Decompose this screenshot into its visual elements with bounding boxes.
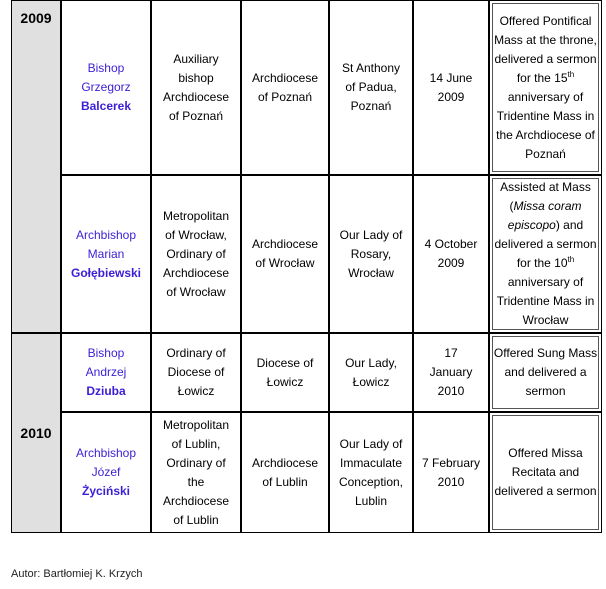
- person-title[interactable]: Bishop: [87, 61, 125, 75]
- person-last-name[interactable]: Balcerek: [80, 99, 132, 113]
- person-last-name[interactable]: Życiński: [81, 484, 131, 498]
- diocese-text: Archdiocese of Wrocław: [251, 237, 319, 270]
- note-text: Offered Pontifical Mass at the throne, delivered a sermon for the 15th anniversary of Tridentine Mass in the Archdiocese of Poznań: [494, 13, 597, 161]
- year-cell-2009: [11, 0, 61, 333]
- position-text: Metropolitan of Lublin, Ordinary of the Archdiocese of Lublin: [162, 417, 230, 527]
- church-text: St Anthony of Padua, Poznań: [341, 61, 401, 113]
- person-title[interactable]: Archbishop: [75, 227, 137, 242]
- date-cell: [413, 175, 489, 333]
- note-box: [492, 178, 599, 330]
- diocese-text: Archdiocese of Poznań: [251, 70, 319, 104]
- diocese-cell: [241, 412, 329, 533]
- church-text: Our Lady, Łowicz: [345, 355, 397, 389]
- person-cell: [61, 412, 151, 533]
- note-cell: [489, 333, 602, 412]
- author-credit: Autor: Bartłomiej K. Krzych: [11, 568, 143, 580]
- person-cell: [61, 175, 151, 333]
- note-text: Assisted at Mass (Missa coram episcopo) and delivered a sermon for the 10th anniversary of Tridentine Mass in Wrocław: [494, 180, 597, 327]
- person-cell: [61, 0, 151, 175]
- date-text: 7 February 2010: [421, 455, 481, 489]
- person-first-name[interactable]: Andrzej: [85, 365, 127, 379]
- date-text: 14 June 2009: [429, 70, 473, 104]
- position-text: Metropolitan of Wrocław, Ordinary of Archdiocese of Wrocław: [162, 208, 230, 299]
- person-first-name[interactable]: Józef: [91, 465, 121, 479]
- church-cell: [329, 333, 413, 412]
- date-text: 17 January 2010: [429, 346, 473, 398]
- note-box: [492, 336, 599, 409]
- diocese-text: Diocese of Łowicz: [256, 355, 314, 389]
- note-cell: [489, 412, 602, 533]
- year-label: 2010: [20, 424, 52, 441]
- position-cell: [151, 175, 241, 333]
- note-cell: [489, 0, 602, 175]
- person-cell: [61, 333, 151, 412]
- church-text: Our Lady of Rosary, Wrocław: [339, 227, 403, 280]
- date-cell: [413, 412, 489, 533]
- date-text: 4 October 2009: [424, 237, 478, 270]
- person-first-name[interactable]: Grzegorz: [81, 80, 131, 94]
- note-box: [492, 415, 599, 530]
- date-cell: [413, 333, 489, 412]
- position-cell: [151, 412, 241, 533]
- position-text: Auxiliary bishop Archdiocese of Poznań: [162, 51, 230, 123]
- note-box: [492, 3, 599, 172]
- diocese-text: Archdiocese of Lublin: [251, 455, 319, 489]
- note-text: Offered Sung Mass and delivered a sermon: [493, 346, 598, 398]
- position-cell: [151, 333, 241, 412]
- diocese-cell: [241, 175, 329, 333]
- year-cell-2010: [11, 333, 61, 533]
- church-cell: [329, 0, 413, 175]
- person-last-name[interactable]: Dziuba: [86, 384, 126, 398]
- position-text: Ordinary of Diocese of Łowicz: [166, 346, 226, 398]
- date-cell: [413, 0, 489, 175]
- note-cell: [489, 175, 602, 333]
- bishops-table: [11, 0, 602, 533]
- year-label: 2009: [20, 10, 52, 26]
- church-text: Our Lady of Immaculate Conception, Lublin: [338, 436, 404, 508]
- person-title[interactable]: Bishop: [87, 346, 125, 360]
- diocese-cell: [241, 333, 329, 412]
- church-cell: [329, 175, 413, 333]
- person-first-name[interactable]: Marian: [87, 246, 125, 261]
- church-cell: [329, 412, 413, 533]
- person-title[interactable]: Archbishop: [75, 446, 137, 460]
- note-text: Offered Missa Recitata and delivered a sermon: [494, 446, 597, 498]
- diocese-cell: [241, 0, 329, 175]
- person-last-name[interactable]: Gołębiewski: [70, 265, 142, 280]
- position-cell: [151, 0, 241, 175]
